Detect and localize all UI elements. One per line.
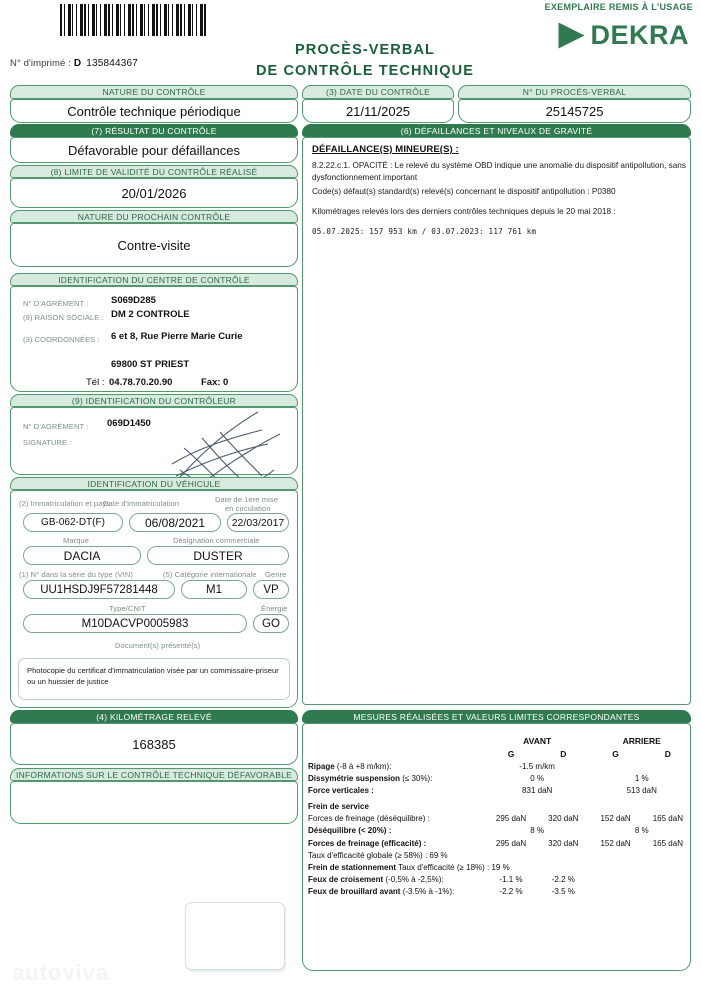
row-label-bold: Force verticales : [308, 786, 374, 796]
validity-header: (8) LIMITE DE VALIDITÉ DU CONTRÔLE RÉALISÉ [10, 165, 298, 178]
next-control-header: NATURE DU PROCHAIN CONTRÔLE [10, 210, 298, 223]
rear-right-label: D [664, 748, 671, 759]
result-value: Défavorable pour défaillances [10, 137, 298, 163]
nature-header: NATURE DU CONTRÔLE [10, 85, 298, 99]
center-raison-label: (9) RAISON SOCIALE : [23, 313, 104, 322]
vin-value[interactable]: UU1HSDJ9F57281448 [23, 580, 175, 599]
row-label-bold: Feux de croisement [308, 875, 384, 885]
inspector-agrement-value: 069D1450 [107, 418, 151, 429]
date-value: 21/11/2025 [302, 99, 454, 123]
brake-force-imbalance-front-right: 320 daN [548, 814, 579, 824]
service-brake-section-label: Frein de service [308, 801, 369, 811]
table-row [308, 873, 694, 885]
center-address-line2: 69800 ST PRIEST [111, 359, 190, 370]
unfavourable-info-value [10, 781, 298, 824]
first-use-date-label-line2: en circulation [225, 504, 271, 513]
mileage-header: (4) KILOMÉTRAGE RELEVÉ [10, 710, 298, 723]
next-control-value: Contre-visite [10, 223, 298, 267]
inspector-panel [10, 407, 298, 475]
page-title-line2: DE CONTRÔLE TECHNIQUE [255, 63, 475, 80]
registration-date-label: Date d'immatriculation [103, 499, 180, 508]
vin-label: (1) N° dans la série du type (VIN) [19, 570, 133, 579]
brake-force-imbalance-rear-left: 152 daN [600, 814, 631, 824]
table-row [308, 760, 694, 772]
measures-header: MESURES RÉALISÉES ET VALEURS LIMITES CORRESPONDANTES [302, 710, 691, 723]
brake-force-efficiency-rear-right: 165 daN [652, 838, 683, 848]
center-panel [10, 286, 298, 392]
type-value[interactable]: M10DACVP0005983 [23, 614, 247, 633]
row-label-bold: Feux de brouillard avant [308, 887, 401, 897]
force-verticale-rear: 513 daN [626, 786, 657, 796]
center-phone-label: Tél : [86, 377, 105, 388]
center-header: IDENTIFICATION DU CENTRE DE CONTRÔLE [10, 273, 298, 286]
front-left-label: G [507, 748, 515, 759]
print-number [10, 58, 138, 69]
print-number-value: 135844367 [86, 58, 139, 69]
stamp-box [185, 902, 285, 970]
genre-label: Genre [265, 570, 287, 579]
page-title [250, 40, 480, 82]
inspector-agrement-label: N° D'AGRÉMENT : [23, 422, 89, 431]
dekra-logo [558, 22, 689, 49]
dekra-triangle-icon [558, 23, 584, 49]
center-fax-value: 0 [223, 377, 229, 388]
front-right-label: D [560, 748, 567, 759]
unfavourable-info-header: INFORMATIONS SUR LE CONTRÔLE TECHNIQUE DÉFAVORABLE [10, 768, 298, 781]
measures-table [308, 734, 694, 898]
dissymetrie-rear: 1 % [634, 774, 649, 784]
dipped-beam-right: -2.2 % [551, 875, 575, 885]
result-header: (7) RÉSULTAT DU CONTRÔLE [10, 124, 298, 137]
brake-force-efficiency-rear-left: 152 daN [600, 838, 631, 848]
model-label: Désignation commerciale [173, 536, 260, 545]
table-row [308, 785, 694, 797]
defects-header: (6) DÉFAILLANCES ET NIVEAUX DE GRAVITÉ [302, 124, 691, 137]
fog-lamp-left: -2.2 % [499, 887, 523, 897]
row-label-rest: (-3.5% à -1%): [400, 887, 455, 897]
measures-side-row [308, 747, 694, 760]
inspector-signature-label: SIGNATURE : [23, 438, 72, 447]
brake-force-imbalance-front-left: 295 daN [495, 814, 527, 824]
row-label-rest: Forces de freinage (déséquilibre) : [308, 814, 430, 824]
force-verticale-front: 831 daN [522, 786, 553, 796]
dipped-beam-left: -1.1 % [499, 875, 523, 885]
make-value[interactable]: DACIA [23, 546, 141, 565]
defects-subtitle: DÉFAILLANCE(S) MINEURE(S) : [312, 144, 459, 155]
brake-force-efficiency-front-left: 295 daN [495, 838, 527, 848]
model-value[interactable]: DUSTER [147, 546, 289, 565]
barcode [60, 4, 206, 36]
validity-value: 20/01/2026 [10, 178, 298, 208]
type-label: Type/CNIT [109, 604, 146, 613]
table-row [308, 849, 694, 861]
table-row [308, 825, 694, 837]
copy-notice: EXEMPLAIRE REMIS À L'USAGE [544, 2, 693, 12]
row-label-bold: Dissymétrie suspension [308, 774, 401, 784]
genre-value[interactable]: VP [253, 580, 289, 599]
center-raison-value: DM 2 CONTROLE [111, 309, 190, 320]
global-efficiency-value: Taux d'efficacité globale (≥ 58%) : 69 % [308, 850, 448, 860]
fog-lamp-right: -3.5 % [551, 887, 575, 897]
energy-value[interactable]: GO [253, 614, 289, 633]
print-number-series: D [73, 58, 82, 69]
row-label-bold: Déséquilibre (< 20%) : [308, 826, 392, 836]
axis-front-label: AVANT [523, 735, 552, 746]
table-row [308, 861, 694, 873]
table-row [308, 773, 694, 785]
mileage-value: 168385 [10, 723, 298, 765]
page-title-line1: PROCÈS-VERBAL [295, 42, 435, 58]
table-row [308, 813, 694, 825]
registration-date-value[interactable]: 06/08/2021 [129, 513, 221, 532]
nature-value: Contrôle technique périodique [10, 99, 298, 123]
row-label-rest: (-8 à +8 m/km): [334, 761, 392, 771]
defect-mileage-history: 05.07.2025: 157 953 km / 03.07.2023: 117 761 km [312, 226, 537, 236]
print-number-label: N° d'imprimé : [10, 58, 71, 69]
axis-rear-label: ARRIERE [622, 735, 661, 746]
brake-force-imbalance-rear-right: 165 daN [652, 814, 683, 824]
brake-force-efficiency-front-right: 320 daN [548, 838, 579, 848]
rear-left-label: G [612, 748, 619, 759]
documents-value: Photocopie du certificat d'immatriculation visée par un commissaire-priseur ou un huissier de justice [18, 658, 290, 700]
ripage-value: -1.5 m/km [519, 761, 555, 771]
vehicle-header: IDENTIFICATION DU VÉHICULE [10, 477, 298, 490]
date-header: (3) DATE DU CONTRÔLE [302, 85, 454, 99]
parking-brake-value: Taux d'efficacité (≥ 18%) : 19 % [396, 862, 510, 872]
center-address-label: (3) COORDONNÉES : [23, 335, 100, 344]
center-agrement-value: S069D285 [111, 295, 156, 306]
center-fax-label: Fax: [201, 377, 221, 388]
row-label-rest: (≤ 30%): [400, 774, 433, 784]
parking-brake-label: Frein de stationnement [308, 862, 397, 872]
imbalance-rear: 8 % [634, 826, 649, 836]
make-label: Marque [63, 536, 90, 545]
defect-paragraph-2: Code(s) défaut(s) standard(s) relevé(s) concernant le dispositif antipollution : P0380 [312, 186, 616, 196]
measures-axis-row [308, 734, 694, 747]
dissymetrie-front: 0 % [530, 774, 545, 784]
table-row [308, 837, 694, 849]
imbalance-front: 8 % [530, 826, 545, 836]
category-value[interactable]: M1 [181, 580, 247, 599]
center-agrement-label: N° D'AGRÉMENT : [23, 299, 89, 308]
row-label-bold: Forces de freinage (efficacité) : [308, 838, 427, 848]
defects-body [312, 160, 690, 245]
defect-paragraph-1: 8.2.22.c.1. OPACITÉ : Le relevé du système OBD indique une anomalie du dispositif antipollution, sans dysfonctionnement important [312, 161, 686, 182]
dekra-wordmark: DEKRA [590, 20, 689, 50]
center-address-line1: 6 et 8, Rue Pierre Marie Curie [111, 331, 243, 342]
energy-label: Énergie [261, 604, 288, 613]
first-use-date-value[interactable]: 22/03/2017 [227, 513, 289, 532]
watermark: autoviva [12, 960, 110, 985]
pv-value: 25145725 [458, 99, 691, 123]
center-phone-value: 04.78.70.20.90 [109, 377, 173, 388]
first-use-date-label-line1: Date de 1ere mise [215, 495, 278, 504]
defect-paragraph-3: Kilométrages relevés lors des derniers contrôles techniques depuis le 20 mai 2018 : [312, 206, 616, 216]
documents-label: Document(s) présenté(s) [115, 641, 201, 650]
pv-header: N° DU PROCÈS-VERBAL [458, 85, 691, 99]
registration-label: (2) Immatriculation et pays [19, 499, 111, 508]
row-label-rest: (-0,5% à -2,5%): [383, 875, 444, 885]
inspector-header: (9) IDENTIFICATION DU CONTRÔLEUR [10, 394, 298, 407]
registration-value[interactable]: GB-062-DT(F) [23, 513, 123, 532]
category-label: (5) Catégorie internationale [163, 570, 257, 579]
table-row [308, 886, 694, 898]
table-row [308, 797, 694, 813]
row-label-bold: Ripage [308, 761, 335, 771]
